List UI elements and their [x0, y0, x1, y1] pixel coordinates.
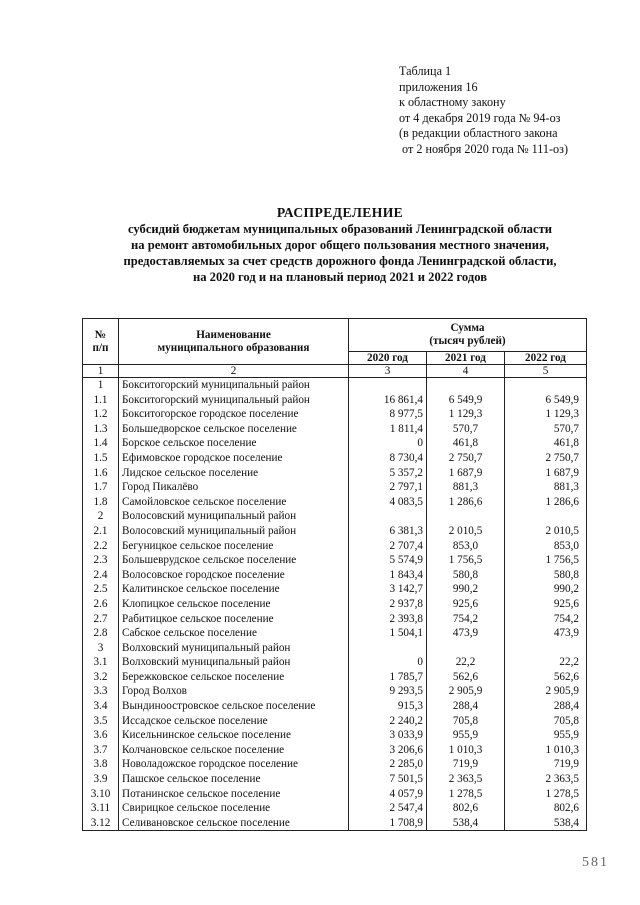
- row-value-2021: 2 905,9: [427, 684, 505, 699]
- row-value-2021: 2 750,7: [427, 451, 505, 466]
- row-number: 3.3: [83, 684, 119, 699]
- table-row: [83, 699, 587, 714]
- row-value-2020: 8 977,5: [349, 407, 427, 422]
- row-value-2020: [349, 378, 427, 393]
- row-number: 3.6: [83, 728, 119, 743]
- row-value-2022: 705,8: [505, 714, 587, 729]
- row-value-2020: [349, 509, 427, 524]
- row-value-2021: 580,8: [427, 568, 505, 583]
- row-value-2022: [505, 378, 587, 393]
- row-name: Селивановское сельское поселение: [119, 816, 349, 831]
- row-value-2021: 6 549,9: [427, 393, 505, 408]
- row-number: 1: [83, 378, 119, 393]
- row-value-2021: 925,6: [427, 597, 505, 612]
- row-value-2021: 562,6: [427, 670, 505, 685]
- header-year-2020: 2020 год: [349, 352, 427, 365]
- row-value-2022: 802,6: [505, 801, 587, 816]
- col-number: 4: [427, 365, 505, 378]
- header-num: № п/п: [83, 319, 119, 365]
- row-value-2022: 2 750,7: [505, 451, 587, 466]
- row-value-2021: 990,2: [427, 582, 505, 597]
- row-value-2020: 0: [349, 655, 427, 670]
- row-number: 3.1: [83, 655, 119, 670]
- row-value-2022: 719,9: [505, 757, 587, 772]
- row-value-2021: 570,7: [427, 422, 505, 437]
- title-line-2: на ремонт автомобильных дорог общего пользования местного значения,: [131, 238, 549, 252]
- appendix-note: [399, 64, 568, 158]
- row-value-2022: 570,7: [505, 422, 587, 437]
- row-value-2022: 2 363,5: [505, 772, 587, 787]
- row-name: Город Волхов: [119, 684, 349, 699]
- row-value-2022: 6 549,9: [505, 393, 587, 408]
- col-number: 1: [83, 365, 119, 378]
- row-number: 2.8: [83, 626, 119, 641]
- row-value-2020: 5 574,9: [349, 553, 427, 568]
- row-name: Бокситогорский муниципальный район: [119, 378, 349, 393]
- row-name: Колчановское сельское поселение: [119, 743, 349, 758]
- row-name: Калитинское сельское поселение: [119, 582, 349, 597]
- table-row: [83, 480, 587, 495]
- row-value-2022: 2 010,5: [505, 524, 587, 539]
- row-value-2022: 1 286,6: [505, 495, 587, 510]
- row-value-2020: 2 707,4: [349, 539, 427, 554]
- row-value-2022: 990,2: [505, 582, 587, 597]
- table-row: [83, 495, 587, 510]
- table-row: [83, 787, 587, 802]
- row-value-2020: 1 843,4: [349, 568, 427, 583]
- row-value-2021: 802,6: [427, 801, 505, 816]
- row-value-2022: 580,8: [505, 568, 587, 583]
- row-value-2022: 1 010,3: [505, 743, 587, 758]
- table-row: [83, 757, 587, 772]
- table-row: [83, 612, 587, 627]
- row-value-2021: 1 286,6: [427, 495, 505, 510]
- row-name: Кисельнинское сельское поселение: [119, 728, 349, 743]
- row-number: 1.6: [83, 466, 119, 481]
- col-number: 2: [119, 365, 349, 378]
- row-value-2020: 1 504,1: [349, 626, 427, 641]
- table-body: [83, 378, 587, 831]
- row-value-2022: 538,4: [505, 816, 587, 831]
- row-number: 2.6: [83, 597, 119, 612]
- row-number: 1.5: [83, 451, 119, 466]
- row-name: Иссадское сельское поселение: [119, 714, 349, 729]
- row-value-2020: 3 033,9: [349, 728, 427, 743]
- note-line-6: от 2 ноября 2020 года № 111-оз): [399, 141, 569, 156]
- row-value-2021: 2 363,5: [427, 772, 505, 787]
- row-value-2022: 1 687,9: [505, 466, 587, 481]
- row-number: 2.5: [83, 582, 119, 597]
- row-number: 3.5: [83, 714, 119, 729]
- row-value-2020: 2 393,8: [349, 612, 427, 627]
- row-name: Город Пикалёво: [119, 480, 349, 495]
- row-name: Бегуницкое сельское поселение: [119, 539, 349, 554]
- table-row: [83, 728, 587, 743]
- row-number: 3.11: [83, 801, 119, 816]
- row-value-2021: 1 687,9: [427, 466, 505, 481]
- row-number: 3: [83, 641, 119, 656]
- row-number: 1.1: [83, 393, 119, 408]
- row-number: 2: [83, 509, 119, 524]
- row-value-2020: 0: [349, 436, 427, 451]
- row-value-2020: 2 240,2: [349, 714, 427, 729]
- title-line-3: предоставляемых за счет средств дорожного фонда Ленинградской области,: [123, 254, 557, 268]
- row-value-2020: 4 083,5: [349, 495, 427, 510]
- row-value-2022: [505, 641, 587, 656]
- row-number: 1.8: [83, 495, 119, 510]
- row-value-2022: 473,9: [505, 626, 587, 641]
- row-value-2020: 915,3: [349, 699, 427, 714]
- row-value-2021: [427, 378, 505, 393]
- row-number: 1.7: [83, 480, 119, 495]
- table-row: [83, 816, 587, 831]
- table-row: [83, 407, 587, 422]
- row-number: 2.7: [83, 612, 119, 627]
- table-row: [83, 641, 587, 656]
- note-line-2: приложения 16: [399, 79, 478, 94]
- row-value-2021: [427, 641, 505, 656]
- row-number: 2.1: [83, 524, 119, 539]
- row-number: 3.7: [83, 743, 119, 758]
- table-row: [83, 568, 587, 583]
- row-value-2022: 1 278,5: [505, 787, 587, 802]
- row-number: 2.2: [83, 539, 119, 554]
- table-row: [83, 451, 587, 466]
- row-value-2021: 22,2: [427, 655, 505, 670]
- row-value-2021: 1 010,3: [427, 743, 505, 758]
- note-line-4: от 4 декабря 2019 года № 94-оз: [399, 110, 561, 125]
- table-row: [83, 684, 587, 699]
- title-line-4: на 2020 год и на плановый период 2021 и 2022 годов: [192, 270, 488, 284]
- row-value-2020: 1 708,9: [349, 816, 427, 831]
- row-name: Рабитицкое сельское поселение: [119, 612, 349, 627]
- row-value-2021: 1 278,5: [427, 787, 505, 802]
- table-row: [83, 378, 587, 393]
- table-row: [83, 393, 587, 408]
- row-value-2022: 881,3: [505, 480, 587, 495]
- row-value-2020: 3 206,6: [349, 743, 427, 758]
- table-row: [83, 597, 587, 612]
- table-row: [83, 801, 587, 816]
- row-name: Волосовское городское поселение: [119, 568, 349, 583]
- row-value-2020: 4 057,9: [349, 787, 427, 802]
- row-number: 3.4: [83, 699, 119, 714]
- row-number: 3.9: [83, 772, 119, 787]
- row-number: 3.10: [83, 787, 119, 802]
- table-row: [83, 524, 587, 539]
- row-number: 3.8: [83, 757, 119, 772]
- row-name: Свирицкое сельское поселение: [119, 801, 349, 816]
- row-value-2020: 2 937,8: [349, 597, 427, 612]
- row-value-2021: 881,3: [427, 480, 505, 495]
- row-value-2022: 1 756,5: [505, 553, 587, 568]
- row-value-2021: 719,9: [427, 757, 505, 772]
- row-value-2021: 1 129,3: [427, 407, 505, 422]
- row-name: Ефимовское городское поселение: [119, 451, 349, 466]
- row-value-2021: 538,4: [427, 816, 505, 831]
- row-value-2022: [505, 509, 587, 524]
- row-number: 2.4: [83, 568, 119, 583]
- row-value-2020: 3 142,7: [349, 582, 427, 597]
- col-number: 3: [349, 365, 427, 378]
- row-value-2022: 461,8: [505, 436, 587, 451]
- row-value-2020: 2 547,4: [349, 801, 427, 816]
- table-row: [83, 582, 587, 597]
- row-number: 1.4: [83, 436, 119, 451]
- row-value-2020: 5 357,2: [349, 466, 427, 481]
- row-value-2022: 754,2: [505, 612, 587, 627]
- header-year-2022: 2022 год: [505, 352, 587, 365]
- row-value-2021: [427, 509, 505, 524]
- title-line-1: субсидий бюджетам муниципальных образований Ленинградской области: [127, 222, 553, 236]
- header-sum: Сумма (тысяч рублей): [349, 319, 587, 352]
- row-value-2022: 288,4: [505, 699, 587, 714]
- table-row: [83, 466, 587, 481]
- row-value-2021: 705,8: [427, 714, 505, 729]
- row-value-2022: 853,0: [505, 539, 587, 554]
- row-value-2021: 461,8: [427, 436, 505, 451]
- row-value-2020: 8 730,4: [349, 451, 427, 466]
- row-value-2020: 6 381,3: [349, 524, 427, 539]
- row-value-2020: 2 797,1: [349, 480, 427, 495]
- row-value-2021: 2 010,5: [427, 524, 505, 539]
- table-row: [83, 743, 587, 758]
- header-year-2021: 2021 год: [427, 352, 505, 365]
- table-row: [83, 422, 587, 437]
- row-name: Новоладожское городское поселение: [119, 757, 349, 772]
- row-name: Сабское сельское поселение: [119, 626, 349, 641]
- row-number: 1.2: [83, 407, 119, 422]
- col-number: 5: [505, 365, 587, 378]
- row-value-2021: 1 756,5: [427, 553, 505, 568]
- table-row: [83, 714, 587, 729]
- header-name: Наименование муниципального образования: [119, 319, 349, 365]
- row-value-2022: 1 129,3: [505, 407, 587, 422]
- row-number: 3.2: [83, 670, 119, 685]
- table-row: [83, 539, 587, 554]
- row-name: Лидское сельское поселение: [119, 466, 349, 481]
- row-value-2021: 473,9: [427, 626, 505, 641]
- row-value-2021: 955,9: [427, 728, 505, 743]
- row-name: Вындиноостровское сельское поселение: [119, 699, 349, 714]
- row-name: Волосовский муниципальный район: [119, 509, 349, 524]
- table-row: [83, 553, 587, 568]
- row-value-2021: 754,2: [427, 612, 505, 627]
- row-value-2020: 9 293,5: [349, 684, 427, 699]
- row-value-2022: 2 905,9: [505, 684, 587, 699]
- table-row: [83, 509, 587, 524]
- table-row: [83, 436, 587, 451]
- title-main: РАСПРЕДЕЛЕНИЕ: [276, 205, 404, 220]
- row-name: Бережковское сельское поселение: [119, 670, 349, 685]
- row-value-2020: 16 861,4: [349, 393, 427, 408]
- row-name: Бокситогорское городское поселение: [119, 407, 349, 422]
- row-number: 3.12: [83, 816, 119, 831]
- row-name: Большедворское сельское поселение: [119, 422, 349, 437]
- row-value-2020: [349, 641, 427, 656]
- row-value-2020: 1 785,7: [349, 670, 427, 685]
- table-row: [83, 772, 587, 787]
- row-name: Бокситогорский муниципальный район: [119, 393, 349, 408]
- note-line-1: Таблица 1: [399, 64, 452, 78]
- note-line-3: к областному закону: [399, 95, 506, 110]
- row-name: Волховский муниципальный район: [119, 655, 349, 670]
- row-value-2021: 853,0: [427, 539, 505, 554]
- row-value-2021: 288,4: [427, 699, 505, 714]
- row-name: Пашское сельское поселение: [119, 772, 349, 787]
- distribution-table: [82, 318, 587, 831]
- row-value-2022: 925,6: [505, 597, 587, 612]
- row-value-2020: 7 501,5: [349, 772, 427, 787]
- row-name: Большеврудское сельское поселение: [119, 553, 349, 568]
- row-name: Волосовский муниципальный район: [119, 524, 349, 539]
- row-value-2020: 1 811,4: [349, 422, 427, 437]
- note-line-5: (в редакции областного закона: [399, 126, 558, 141]
- row-name: Самойловское сельское поселение: [119, 495, 349, 510]
- row-name: Клопицкое сельское поселение: [119, 597, 349, 612]
- row-value-2022: 22,2: [505, 655, 587, 670]
- row-name: Борское сельское поселение: [119, 436, 349, 451]
- row-name: Потанинское сельское поселение: [119, 787, 349, 802]
- row-number: 2.3: [83, 553, 119, 568]
- row-value-2022: 955,9: [505, 728, 587, 743]
- row-value-2020: 2 285,0: [349, 757, 427, 772]
- table-row: [83, 670, 587, 685]
- row-value-2022: 562,6: [505, 670, 587, 685]
- document-title: [60, 205, 620, 285]
- table-row: [83, 626, 587, 641]
- row-number: 1.3: [83, 422, 119, 437]
- row-name: Волховский муниципальный район: [119, 641, 349, 656]
- page-number: 581: [582, 855, 609, 870]
- table-row: [83, 655, 587, 670]
